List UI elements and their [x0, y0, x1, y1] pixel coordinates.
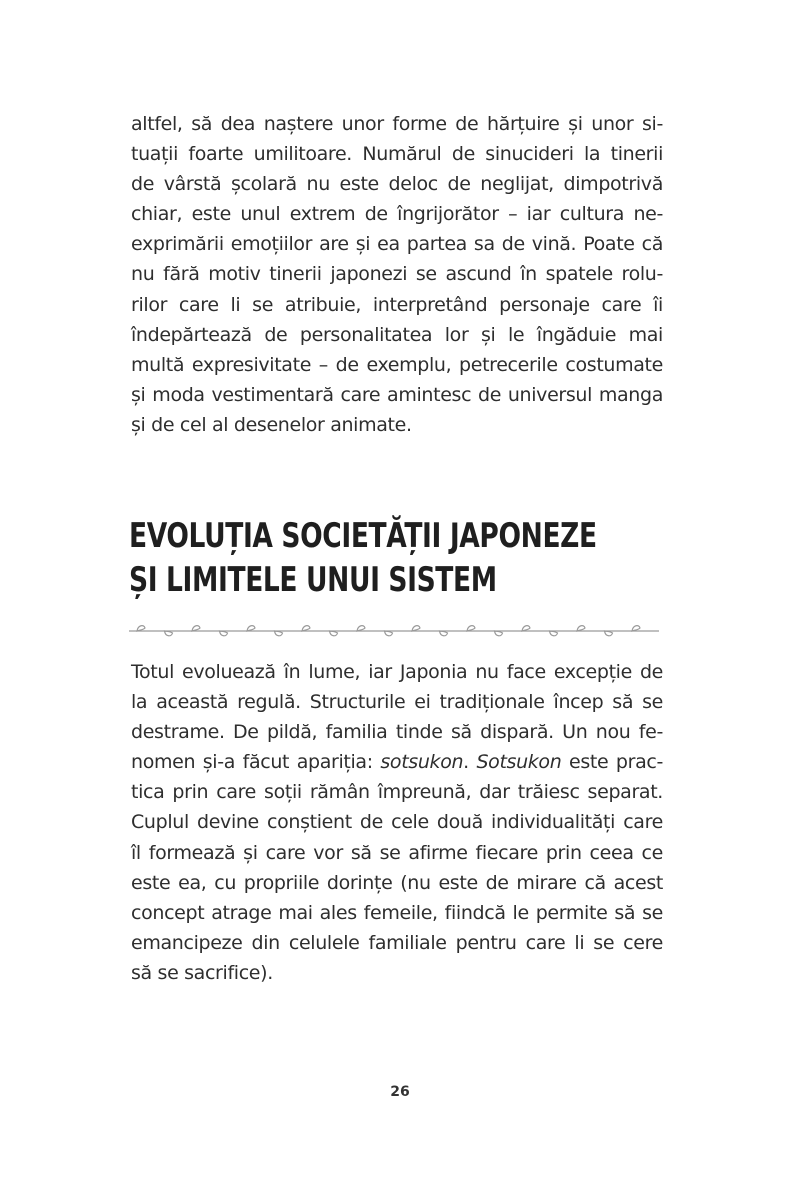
- leaf-icon: [137, 626, 145, 631]
- leaf-icon: [302, 626, 310, 631]
- text-line: multă expresivitate – de exemplu, petrecerile costumate: [131, 353, 663, 376]
- body-paragraph-continued: [131, 109, 663, 440]
- text-line: altfel, să dea naștere unor forme de hărțuire și unor si-: [131, 113, 663, 135]
- leaf-icon: [467, 626, 475, 631]
- page-number: 26: [390, 1084, 410, 1100]
- text-segment: .: [463, 751, 477, 774]
- section-heading: [129, 514, 597, 602]
- section-heading-line-2: ȘI LIMITELE UNUI SISTEM: [129, 560, 497, 600]
- text-line: să se sacrifice).: [131, 961, 273, 984]
- leaf-icon: [495, 631, 503, 636]
- leaf-icon: [192, 626, 200, 631]
- leaf-vine-divider-icon: [129, 622, 659, 638]
- italic-term: Sotsukon: [476, 751, 562, 774]
- text-line: îl formează și care vor să se afirme fiecare prin ceea ce: [131, 841, 663, 864]
- text-line: Totul evoluează în lume, iar Japonia nu face excepție de: [131, 661, 663, 683]
- leaf-icon: [522, 626, 530, 631]
- section-heading-line-1: EVOLUȚIA SOCIETĂȚII JAPONEZE: [129, 516, 597, 556]
- leaf-icon: [632, 626, 640, 631]
- leaf-icon: [577, 626, 585, 631]
- text-line: la această regulă. Structurile ei tradiționale încep să se: [131, 691, 663, 714]
- text-line: și moda vestimentară care amintesc de universul manga: [131, 383, 663, 406]
- body-paragraph: [131, 657, 663, 988]
- text-line: îndepărtează de personalitatea lor și le îngăduie mai: [131, 323, 663, 346]
- text-line: tuații foarte umilitoare. Numărul de sinucideri la tinerii: [131, 143, 663, 166]
- leaf-icon: [165, 631, 173, 636]
- leaf-icon: [412, 626, 420, 631]
- leaf-icon: [247, 626, 255, 631]
- text-segment: nomen și-a făcut apariția:: [131, 751, 381, 774]
- leaf-icon: [275, 631, 283, 636]
- leaf-icon: [220, 631, 228, 636]
- leaf-icon: [330, 631, 338, 636]
- text-line: nu fără motiv tinerii japonezi se ascund în spatele rolu-: [131, 263, 663, 286]
- text-line: Cuplul devine conștient de cele două individualități care: [131, 811, 663, 834]
- text-line: de vârstă școlară nu este deloc de neglijat, dimpotrivă: [131, 173, 663, 196]
- text-line: [131, 747, 663, 777]
- leaf-icon: [550, 631, 558, 636]
- text-line: destrame. De pildă, familia tinde să dispară. Un nou fe-: [131, 721, 663, 744]
- italic-term: sotsukon: [380, 751, 464, 774]
- text-line: emancipeze din celulele familiale pentru care li se cere: [131, 931, 663, 954]
- leaf-icon: [357, 626, 365, 631]
- text-line: exprimării emoțiilor are și ea partea sa de vină. Poate că: [131, 233, 663, 256]
- text-line: rilor care li se atribuie, interpretând personaje care îi: [131, 293, 663, 316]
- leaf-icon: [385, 631, 393, 636]
- text-segment: este prac-: [561, 751, 663, 774]
- text-line: este ea, cu propriile dorințe (nu este de mirare că acest: [131, 871, 663, 894]
- text-line: și de cel al desenelor animate.: [131, 413, 412, 436]
- leaf-icon: [440, 631, 448, 636]
- text-line: tica prin care soții rămân împreună, dar trăiesc separat.: [131, 781, 663, 804]
- leaf-icon: [605, 631, 613, 636]
- text-line: concept atrage mai ales femeile, fiindcă le permite să se: [131, 901, 663, 924]
- text-line: chiar, este unul extrem de îngrijorător – iar cultura ne-: [131, 203, 663, 226]
